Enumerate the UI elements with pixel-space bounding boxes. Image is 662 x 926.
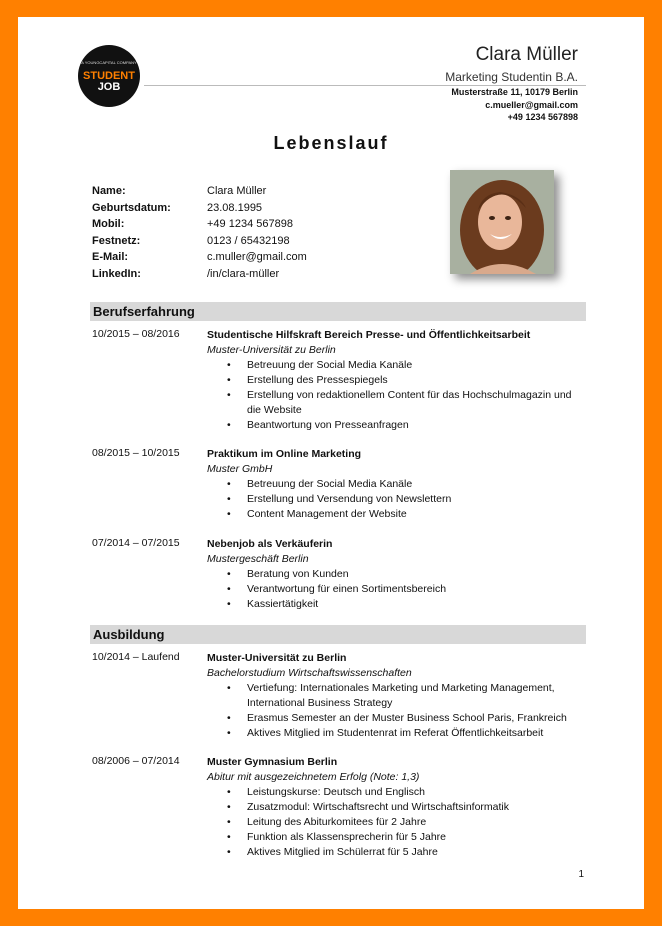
- personal-info: [92, 183, 307, 282]
- bullet-item: • Funktion als Klassensprecherin für 5 Jahre: [247, 830, 588, 845]
- bullet-item: • Kassiertätigkeit: [247, 597, 588, 612]
- entry-org: Abitur mit ausgezeichnetem Erfolg (Note: 1,3): [207, 771, 420, 783]
- personal-label: Name:: [92, 185, 126, 197]
- personal-value: 23.08.1995: [207, 201, 263, 214]
- entry-bullets: [207, 477, 588, 522]
- header-phone: +49 1234 567898: [507, 112, 578, 122]
- bullet-item: • Verantwortung für einen Sortimentsbereich: [247, 582, 588, 597]
- bullet-item: • Aktives Mitglied im Schülerrat für 5 Jahre: [247, 845, 588, 860]
- entry-bullets: [207, 358, 588, 433]
- entry-bullets: [207, 785, 588, 860]
- personal-row: [92, 200, 307, 217]
- entry-date: 08/2006 – 07/2014: [92, 755, 180, 767]
- personal-label: Geburtsdatum:: [92, 201, 171, 214]
- entry-title: Nebenjob als Verkäuferin: [207, 538, 333, 550]
- entry-title: Studentische Hilfskraft Bereich Presse- und Öffentlichkeitsarbeit: [207, 329, 531, 341]
- entry-org: Muster-Universität zu Berlin: [207, 344, 336, 356]
- entry-bullets: [207, 681, 588, 741]
- personal-label: Festnetz:: [92, 234, 141, 247]
- personal-row: [92, 183, 307, 200]
- bullet-item: • Aktives Mitglied im Studentenrat im Referat Öffentlichkeitsarbeit: [247, 726, 588, 741]
- profile-photo: [450, 170, 554, 274]
- personal-label: Mobil:: [92, 218, 125, 230]
- bullet-item: • Vertiefung: Internationales Marketing und Marketing Management, International Business Strategy: [247, 681, 588, 711]
- bullet-item: • Leitung des Abiturkomitees für 2 Jahre: [247, 815, 588, 830]
- personal-row: [92, 233, 307, 250]
- logo-line1: STUDENT: [83, 70, 135, 82]
- experience-entry: [92, 537, 588, 612]
- education-entry: [92, 651, 588, 741]
- header-role: Marketing Studentin B.A.: [445, 70, 578, 84]
- personal-value: /in/clara-müller: [207, 267, 280, 280]
- personal-value: 0123 / 65432198: [207, 234, 290, 247]
- personal-value: +49 1234 567898: [207, 218, 293, 230]
- entry-date: 10/2015 – 08/2016: [92, 328, 180, 340]
- experience-entry: [92, 447, 588, 522]
- bullet-item: • Betreuung der Social Media Kanäle: [247, 477, 588, 492]
- bullet-item: • Erstellung und Versendung von Newslettern: [247, 492, 588, 507]
- document-title: Lebenslauf: [273, 133, 389, 153]
- entry-org: Bachelorstudium Wirtschaftswissenschaften: [207, 667, 412, 679]
- bullet-item: • Erstellung des Pressespiegels: [247, 373, 588, 388]
- entry-org: Muster GmbH: [207, 463, 273, 475]
- bullet-item: • Zusatzmodul: Wirtschaftsrecht und Wirtschaftsinformatik: [247, 800, 588, 815]
- bullet-item: • Leistungskurse: Deutsch und Englisch: [247, 785, 588, 800]
- page-number: 1: [578, 869, 584, 880]
- entry-bullets: [207, 567, 588, 612]
- personal-value: Clara Müller: [207, 185, 267, 197]
- header-name: Clara Müller: [475, 44, 578, 65]
- personal-row: [92, 216, 307, 233]
- personal-row: [92, 249, 307, 266]
- personal-label: LinkedIn:: [92, 267, 141, 280]
- bullet-item: • Erasmus Semester an der Muster Business School Paris, Frankreich: [247, 711, 588, 726]
- bullet-item: • Beratung von Kunden: [247, 567, 588, 582]
- logo-line2: JOB: [97, 81, 121, 93]
- logo-tagline: A YOUNGCAPITAL COMPANY: [81, 60, 137, 65]
- section-header-education: Ausbildung: [90, 625, 586, 644]
- bullet-item: • Beantwortung von Presseanfragen: [247, 418, 588, 433]
- entry-title: Praktikum im Online Marketing: [207, 448, 362, 460]
- bullet-item: • Content Management der Website: [247, 507, 588, 522]
- personal-label: E-Mail:: [92, 251, 129, 263]
- entry-title: Muster-Universität zu Berlin: [207, 652, 347, 664]
- entry-org: Mustergeschäft Berlin: [207, 553, 309, 565]
- personal-value: c.muller@gmail.com: [207, 251, 307, 263]
- header-address: Musterstraße 11, 10179 Berlin: [451, 87, 578, 97]
- section-header-experience: Berufserfahrung: [90, 302, 586, 321]
- header-divider: [144, 85, 586, 86]
- entry-date: 08/2015 – 10/2015: [92, 447, 180, 459]
- bullet-item: • Erstellung von redaktionellem Content für das Hochschulmagazin und die Website: [247, 388, 588, 418]
- entry-date: 10/2014 – Laufend: [92, 651, 180, 663]
- cv-page: [18, 17, 644, 909]
- header-email: c.mueller@gmail.com: [485, 100, 578, 110]
- entry-date: 07/2014 – 07/2015: [92, 537, 180, 549]
- entry-title: Muster Gymnasium Berlin: [207, 756, 338, 768]
- bullet-item: • Betreuung der Social Media Kanäle: [247, 358, 588, 373]
- student-job-logo: [78, 45, 140, 107]
- experience-entry: [92, 328, 588, 433]
- education-entry: [92, 755, 588, 860]
- personal-row: [92, 266, 307, 283]
